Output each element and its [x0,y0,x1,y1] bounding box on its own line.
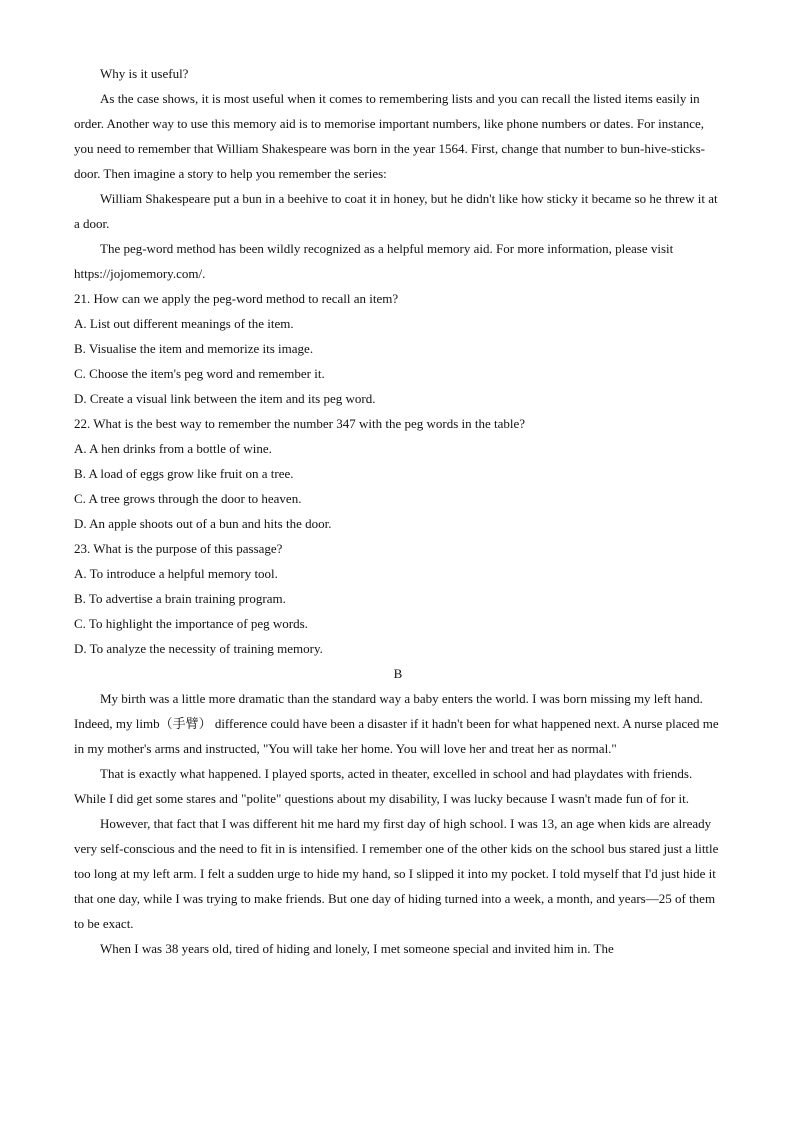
option-c: C. To highlight the importance of peg words. [74,616,308,631]
paragraph: The peg-word method has been wildly recognized as a helpful memory aid. For more information, please visit https://jojomemory.com/. [74,241,674,281]
option-b: B. Visualise the item and memorize its image. [74,341,314,356]
question-stem: 21. How can we apply the peg-word method to recall an item? [74,291,399,306]
paragraph: That is exactly what happened. I played sports, acted in theater, excelled in school and had playdates with friends. While I did get some stares and "polite" questions about my disability, I was lucky because I wasn't made fun of for it. [74,766,693,806]
question-21 [74,286,722,411]
option-b: B. A load of eggs grow like fruit on a tree. [74,466,294,481]
option-d: D. An apple shoots out of a bun and hits the door. [74,516,332,531]
paragraph: When I was 38 years old, tired of hiding and lonely, I met someone special and invited him in. The [100,941,614,956]
paragraph: As the case shows, it is most useful when it comes to remembering lists and you can recall the listed items easily in order. Another way to use this memory aid is to memorise important numbers, like phone numbers or dates. For instance, you need to remember that William Shakespeare was born in the year 1564. First, change that number to bun-hive-sticks-door. Then imagine a story to help you remember the series: [74,91,706,181]
question-stem: 22. What is the best way to remember the number 347 with the peg words in the table? [74,416,526,431]
option-b: B. To advertise a brain training program. [74,591,286,606]
option-d: D. To analyze the necessity of training memory. [74,641,323,656]
question-stem: 23. What is the purpose of this passage? [74,541,283,556]
option-c: C. A tree grows through the door to heaven. [74,491,302,506]
option-a: A. To introduce a helpful memory tool. [74,566,278,581]
section-label: B [393,666,403,681]
question-22 [74,411,722,536]
paragraph: My birth was a little more dramatic than the standard way a baby enters the world. I was born missing my left hand. Indeed, my limb（手臂） difference could have been a disaster if it hadn't been for what happened next. A nurse placed me in my mother's arms and instructed, "You will take her home. You will love her and treat her as normal." [74,691,719,756]
option-c: C. Choose the item's peg word and remember it. [74,366,325,381]
story-paragraph: William Shakespeare put a bun in a beehive to coat it in honey, but he didn't like how sticky it became so he threw it at a door. [74,191,718,231]
question-23 [74,536,722,661]
option-a: A. A hen drinks from a bottle of wine. [74,441,272,456]
paragraph: However, that fact that I was different hit me hard my first day of high school. I was 13, an age when kids are already very self-conscious and the need to fit in is intensified. I remember one of the other kids on the school bus stared just a little too long at my left arm. I felt a sudden urge to hide my hand, so I slipped it into my pocket. I told myself that I'd just hide it that one day, while I was trying to make friends. But one day of hiding turned into a week, a month, and years—25 of them to be exact. [74,816,719,931]
option-a: A. List out different meanings of the item. [74,316,294,331]
section-heading: Why is it useful? [100,66,189,81]
option-d: D. Create a visual link between the item and its peg word. [74,391,376,406]
passage-content [74,61,722,961]
